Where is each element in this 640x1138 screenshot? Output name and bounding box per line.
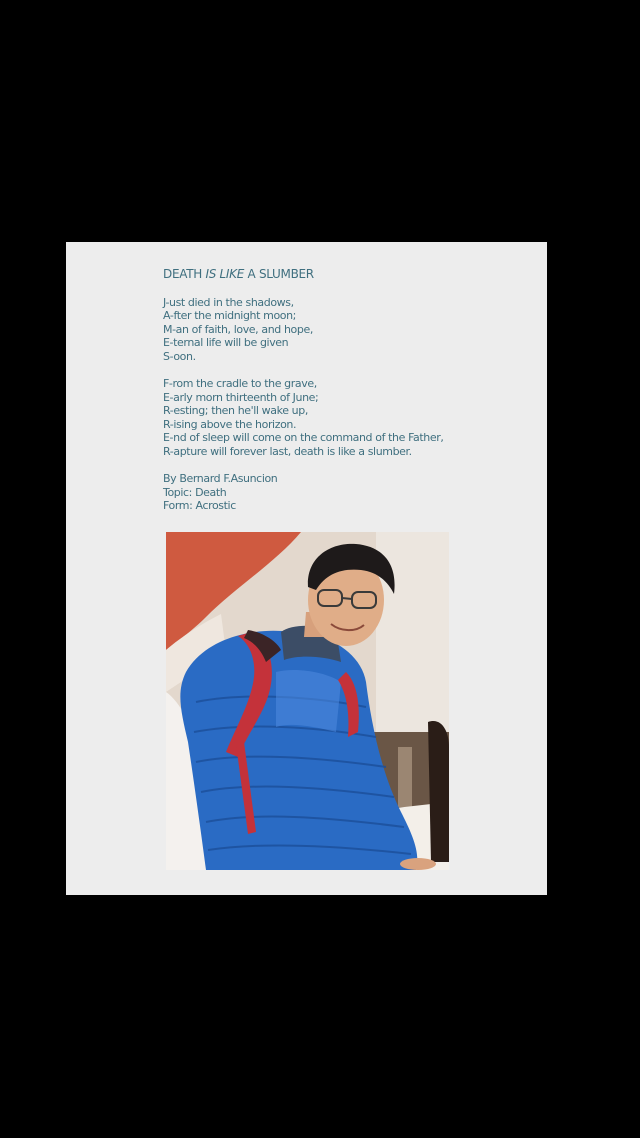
poem-line: J-ust died in the shadows,: [163, 295, 294, 309]
stanza-1: [163, 296, 533, 364]
poem-line: S-oon.: [163, 349, 196, 363]
portrait-photo: [166, 532, 449, 870]
poem-line: R-esting; then he'll wake up,: [163, 404, 308, 417]
stanza-2: [163, 377, 533, 458]
form-credit: Form: Acrostic: [163, 499, 236, 512]
poem-line: E-ternal life will be given: [163, 336, 289, 349]
poem-line: F-rom the cradle to the grave,: [163, 377, 317, 390]
poem-title-part3: A SLUMBER: [244, 267, 314, 281]
poem-line: E-arly morn thirteenth of June;: [163, 390, 319, 404]
poem-title: [163, 268, 533, 282]
poem-line: E-nd of sleep will come on the command of the Father,: [163, 431, 444, 444]
author-credit: By Bernard F.Asuncion: [163, 472, 278, 485]
credits: [163, 472, 533, 513]
portrait-illustration: [166, 532, 449, 870]
poem-title-part1: DEATH: [163, 267, 206, 281]
poem-line: A-fter the midnight moon;: [163, 309, 296, 322]
topic-credit: Topic: Death: [163, 485, 227, 499]
poem-line: M-an of faith, love, and hope,: [163, 322, 313, 336]
poem-line: R-apture will forever last, death is like a slumber.: [163, 444, 412, 458]
poem-page: [66, 242, 547, 895]
poem-block: [163, 268, 533, 527]
poem-line: R-ising above the horizon.: [163, 417, 297, 431]
poem-title-part2: IS LIKE: [205, 267, 245, 281]
